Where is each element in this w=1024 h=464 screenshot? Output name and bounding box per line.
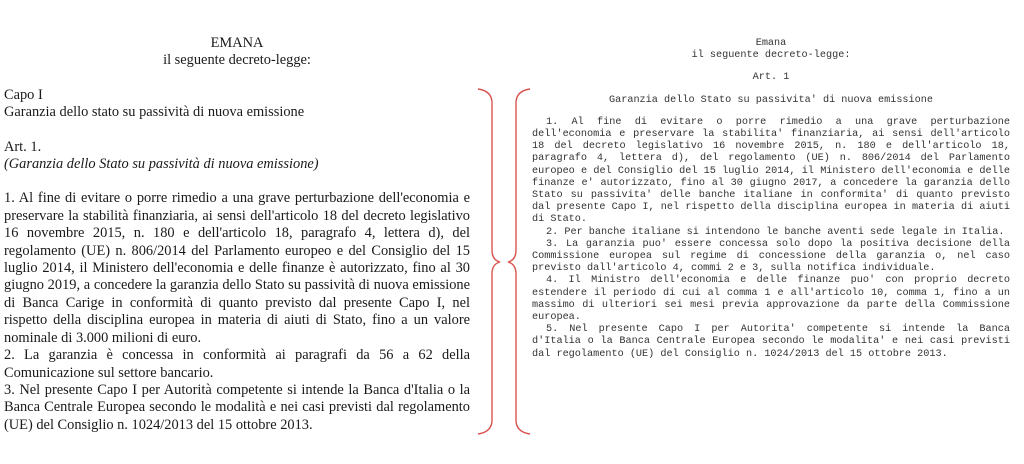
right-paragraph-5: 5. Nel presente Capo I per Autorita' competente si intende la Banca d'Italia o la Banca Centrale Europea secondo le modalita' e nei casi previsti dal regolamento (UE) del Consiglio n. 1024/2013 del 15 ottobre 2013. bbox=[532, 324, 1010, 360]
left-paragraph-2: 2. La garanzia è concessa in conformità ai paragrafi da 56 a 62 della Comunicazione sul settore bancario. bbox=[4, 347, 470, 381]
right-paragraph-3: 3. La garanzia puo' essere concessa solo dopo la positiva decisione della Commissione europea sul regime di concessione della garanzia o, nel caso previsto dall'articolo 4, commi 2 e 3, sulla notifica individuale. bbox=[532, 238, 1010, 275]
right-paragraph-1: 1. Al fine di evitare o porre rimedio a una grave perturbazione dell'economia e preservare la stabilita' finanziaria, ai sensi dell'articolo 18 del decreto legislativo 16 novembre 2015, n. 180 e dell'articolo 18, paragrafo 4, lettera d), del regolamento (UE) n. 806/2014 del Parlamento europeo e del Consiglio del 15 luglio 2014, il Ministero dell'economia e delle finanze e' autorizzato, fino al 30 giugno 2017, a concedere la garanzia dello Stato su passivita' delle banche italiane in conformita' di quanto previsto dal presente Capo I, nel rispetto della disciplina europea in materia di aiuti di Stato. bbox=[532, 116, 1010, 226]
right-paragraph-2: 2. Per banche italiane si intendono le banche aventi sede legale in Italia. bbox=[546, 226, 1005, 238]
right-article-title: Garanzia dello Stato su passivita' di nuova emissione bbox=[608, 94, 933, 106]
left-capo-label: Capo I bbox=[4, 86, 43, 103]
left-decreto-line: il seguente decreto-legge: bbox=[163, 52, 311, 69]
left-article-label: Art. 1. bbox=[4, 138, 42, 155]
right-document bbox=[532, 38, 1010, 361]
left-emana-heading: EMANA bbox=[210, 35, 264, 51]
right-decreto-line: il seguente decreto-legge: bbox=[691, 50, 851, 62]
right-bracket bbox=[508, 89, 530, 434]
right-emana-heading: Emana bbox=[755, 38, 787, 49]
left-article-title: (Garanzia dello Stato su passività di nuova emissione) bbox=[4, 156, 319, 173]
left-paragraph-3: 3. Nel presente Capo I per Autorità competente si intende la Banca d'Italia o la Banca Centrale Europea secondo le modalità e nei casi previsti dal regolamento (UE) del Consiglio n. 1024/2013 del 15 ottobre 2013. bbox=[4, 381, 470, 433]
left-capo-title: Garanzia dello stato su passività di nuova emissione bbox=[4, 104, 305, 121]
left-bracket bbox=[478, 89, 500, 434]
left-paragraph-1: 1. Al fine di evitare o porre rimedio a una grave perturbazione dell'economia e preservare la stabilità finanziaria, ai sensi dell'articolo 18 del decreto legislativo 16 novembre 2015, n. 180 e dell'articolo 18, paragrafo 4, lettera d), del regolamento (UE) n. 806/2014 del Parlamento europeo e del Consiglio del 15 luglio 2014, il Ministero dell'economia e delle finanze è autorizzato, fino al 30 giugno 2019, a concedere la garanzia dello Stato su passività di nuova emissione di Banca Carige in conformità di quanto previsto dal presente Capo I, nel rispetto della disciplina europea in materia di aiuti di Stato, fino a un valore nominale di 3.000 milioni di euro. bbox=[4, 190, 470, 346]
right-article-label: Art. 1 bbox=[752, 72, 790, 84]
right-paragraph-4: 4. Il Ministro dell'economia e delle finanze puo' con proprio decreto estendere il periodo di cui al comma 1 e all'articolo 10, comma 1, fino a un massimo di ulteriori sei mesi previa approvazione da parte della Commissione europea. bbox=[532, 275, 1010, 324]
